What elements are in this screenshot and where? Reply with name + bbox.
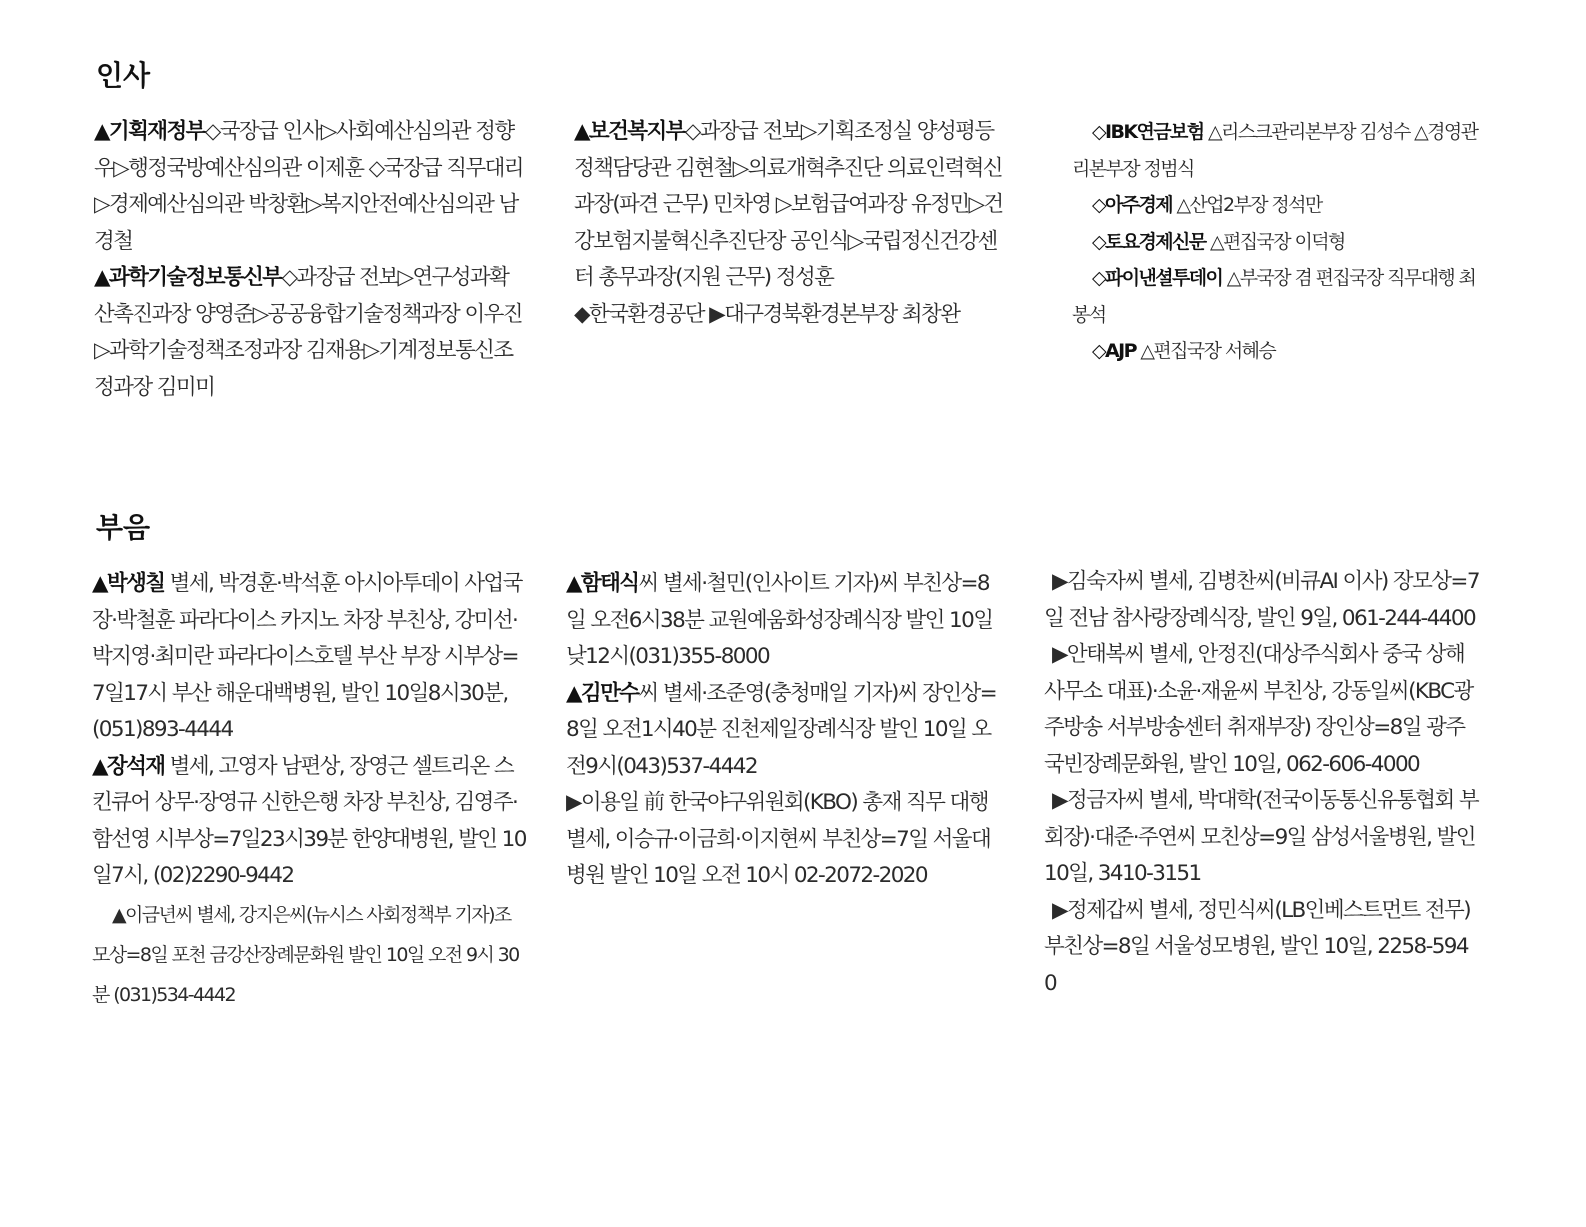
bueum-entry: ▲박생칠 별세, 박경훈·박석훈 아시아투데이 사업국장·박철훈 파라다이스 카지노 차장 부친상, 강미선·박지영·최미란 파라다이스호텔 부산 부장 시부상=7일17시 부산 해운대백병원, 발인 10일8시30분, (051)893-4444 — [92, 571, 522, 742]
insa-entry: ▲과학기술정보통신부◇과장급 전보▷연구성과확산촉진과장 양영준▷공공융합기술정책과장 이우진 ▷과학기술정책조정과장 김재용▷기계정보통신조정과장 김미미 — [94, 265, 522, 400]
insa-entry: ◇AJP △편집국장 서혜승 — [1092, 340, 1276, 362]
insa-entry: ◇파이낸셜투데이 △부국장 겸 편집국장 직무대행 최봉석 — [1072, 267, 1476, 326]
bueum-entry: ▶정제갑씨 별세, 정민식씨(LB인베스트먼트 전무) 부친상=8일 서울성모병원, 발인 10일, 2258-5940 — [1044, 897, 1471, 996]
bueum-column-1 — [92, 566, 526, 1015]
insa-column-2 — [574, 114, 1010, 333]
bueum-title: 부음 — [96, 511, 151, 544]
bueum-entry: ▲장석재 별세, 고영자 남편상, 장영근 셀트리온 스킨큐어 상무·장영규 신한은행 차장 부친상, 김영주·함선영 시부상=7일23시39분 한양대병원, 발인 10일7시, (02)2290-9442 — [92, 753, 526, 888]
bueum-column-3 — [1044, 564, 1480, 1002]
insa-entry: ▲기획재정부◇국장급 인사▷사회예산심의관 정향우▷행정국방예산심의관 이제훈 ◇국장급 직무대리▷경제예산심의관 박창환▷복지안전예산심의관 남경철 — [94, 119, 523, 254]
insa-column-3 — [1072, 114, 1492, 370]
bueum-entry: ▲함태식씨 별세·철민(인사이트 기자)씨 부친상=8일 오전6시38분 교원예움화성장례식장 발인 10일 낮12시(031)355-8000 — [566, 571, 993, 669]
insa-entry: ▲보건복지부◇과장급 전보▷기획조정실 양성평등정책담당관 김현철▷의료개혁추진단 의료인력혁신과장(파견 근무) 민차영 ▷보험급여과장 유정민▷건강보험지불혁신추진단장 공인식▷국립정신건강센터 총무과장(지원 근무) 정성훈 — [574, 119, 1003, 290]
bueum-entry: ▲이금년씨 별세, 강지은씨(뉴시스 사회정책부 기자)조모상=8일 포천 금강산장례문화원 발인 10일 오전 9시 30분 (031)534-4442 — [92, 903, 519, 1006]
insa-entry: ◇IBK연금보험 △리스크관리본부장 김성수 △경영관리본부장 정범식 — [1072, 121, 1478, 180]
insa-entry: ◇아주경제 △산업2부장 정석만 — [1092, 194, 1322, 216]
insa-entry: ◆한국환경공단 ▶대구경북환경본부장 최창완 — [574, 301, 960, 327]
bueum-entry: ▶김숙자씨 별세, 김병찬씨(비큐AI 이사) 장모상=7일 전남 참사랑장례식장, 발인 9일, 061-244-4400 — [1044, 569, 1479, 631]
bueum-entry: ▶안태복씨 별세, 안정진(대상주식회사 중국 상해사무소 대표)·소윤·재윤씨 부친상, 강동일씨(KBC광주방송 서부방송센터 취재부장) 장인상=8일 광주 국빈장례문화원, 발인 10일, 062-606-4000 — [1044, 642, 1473, 777]
insa-column-1 — [94, 114, 524, 406]
bueum-entry: ▲김만수씨 별세·조준영(충청매일 기자)씨 장인상=8일 오전1시40분 진천제일장례식장 발인 10일 오전9시(043)537-4442 — [566, 680, 997, 779]
insa-title: 인사 — [96, 59, 151, 92]
bueum-entry: ▶이용일 前 한국야구위원회(KBO) 총재 직무 대행 별세, 이승규·이금희·이지현씨 부친상=7일 서울대병원 발인 10일 오전 10시 02-2072-2020 — [566, 790, 991, 888]
insa-entry: ◇토요경제신문 △편집국장 이덕형 — [1092, 230, 1345, 253]
bueum-entry: ▶정금자씨 별세, 박대학(전국이동통신유통협회 부회장)·대준·주연씨 모친상=9일 삼성서울병원, 발인 10일, 3410-3151 — [1044, 788, 1479, 886]
bueum-column-2 — [566, 566, 1002, 895]
